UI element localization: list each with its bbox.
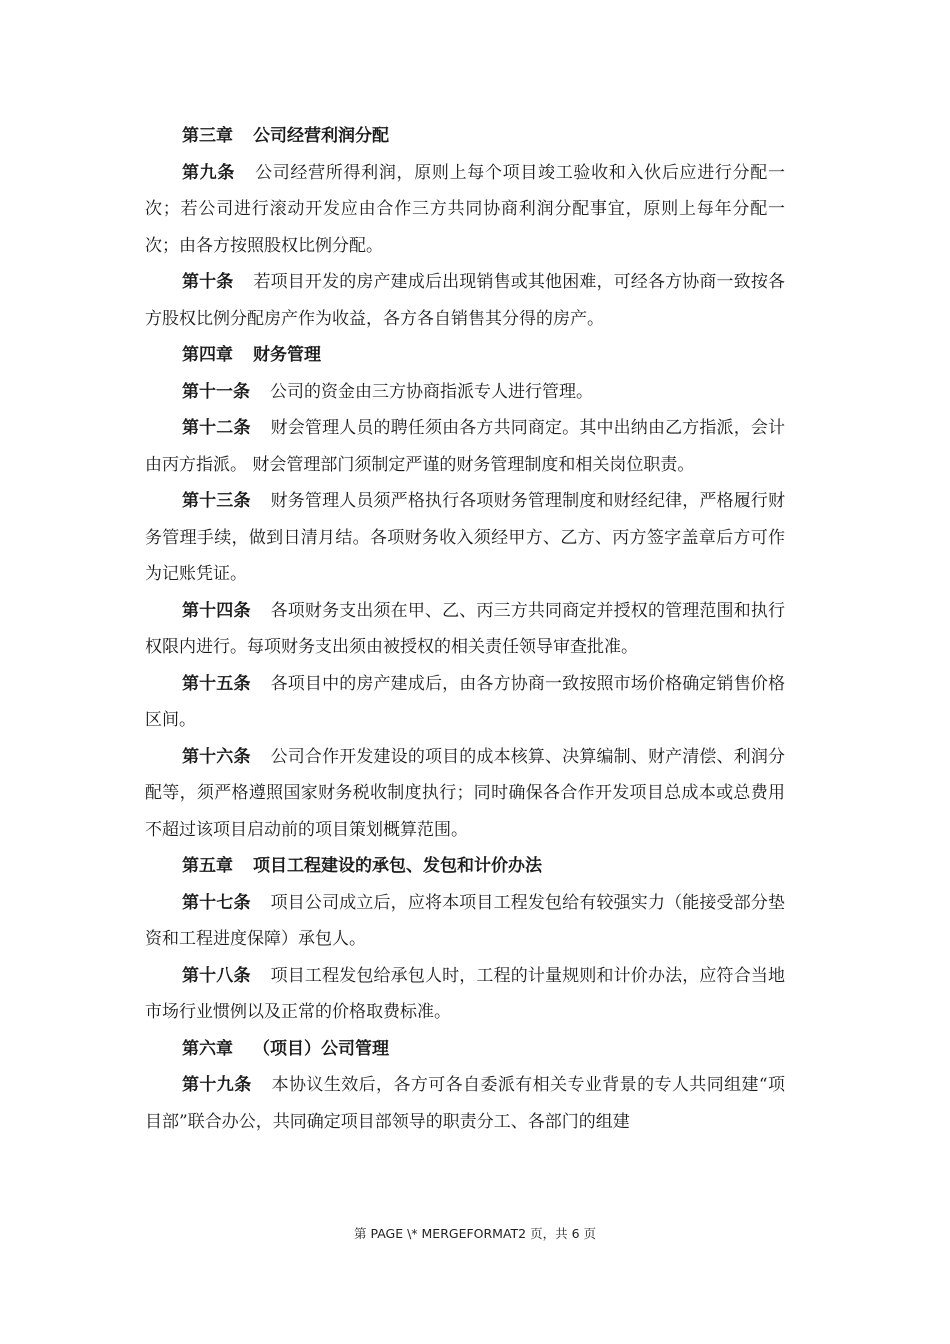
article-text: 各项财务支出须在甲、乙、丙三方共同商定并授权的管理范围和执行权限内进行。每项财务支出须由被授权的相关责任领导审查批准。 [145, 600, 786, 657]
chapter-5-heading [145, 848, 785, 885]
article-number: 第十条 [182, 272, 234, 292]
chapter-title: 公司经营利润分配 [253, 126, 389, 146]
chapter-6-heading [145, 1031, 785, 1068]
chapter-title: 项目工程建设的承包、发包和计价办法 [253, 856, 542, 876]
article-number: 第十九条 [182, 1075, 252, 1095]
article-19 [145, 1067, 785, 1140]
chapter-3-heading [145, 118, 785, 155]
article-number: 第十二条 [182, 418, 251, 438]
article-text: 公司经营所得利润，原则上每个项目竣工验收和入伙后应进行分配一次；若公司进行滚动开发应由合作三方共同协商利润分配事宜，原则上每年分配一次；由各方按照股权比例分配。 [145, 162, 785, 256]
article-14 [145, 593, 785, 666]
article-9 [145, 155, 785, 265]
chapter-4-heading [145, 337, 785, 374]
article-number: 第十七条 [182, 892, 251, 913]
article-number: 第九条 [182, 162, 236, 183]
article-text: 项目公司成立后，应将本项目工程发包给有较强实力（能接受部分垫资和工程进度保障）承包人。 [145, 892, 786, 949]
chapter-number: 第六章 [182, 1038, 233, 1059]
article-number: 第十八条 [182, 965, 251, 986]
document-body [145, 118, 785, 1140]
article-text: 本协议生效后，各方可各自委派有相关专业背景的专人共同组建“项目部”联合办公，共同确定项目部领导的职责分工、各部门的组建 [145, 1075, 785, 1132]
article-text: 各项目中的房产建成后，由各方协商一致按照市场价格确定销售价格区间。 [145, 673, 786, 730]
article-text: 公司的资金由三方协商指派专人进行管理。 [270, 381, 593, 402]
article-13 [145, 483, 785, 593]
article-16 [145, 739, 785, 849]
chapter-title: （项目）公司管理 [253, 1038, 389, 1059]
article-text: 财务管理人员须严格执行各项财务管理制度和财经纪律，严格履行财务管理手续，做到日清月结。各项财务收入须经甲方、乙方、丙方签字盖章后方可作为记账凭证。 [145, 491, 786, 584]
chapter-title: 财务管理 [253, 345, 321, 365]
article-text: 项目工程发包给承包人时，工程的计量规则和计价办法，应符合当地市场行业惯例以及正常的价格取费标准。 [145, 965, 786, 1022]
chapter-number: 第四章 [182, 345, 233, 365]
article-17 [145, 885, 785, 958]
article-12 [145, 410, 785, 483]
article-text: 公司合作开发建设的项目的成本核算、决算编制、财产清偿、利润分配等，须严格遵照国家财务税收制度执行；同时确保各合作开发项目总成本或总费用不超过该项目启动前的项目策划概算范围。 [145, 746, 786, 840]
chapter-number: 第三章 [182, 126, 233, 146]
article-text: 若项目开发的房产建成后出现销售或其他困难，可经各方协商一致按各方股权比例分配房产作为收益，各方各自销售其分得的房产。 [145, 272, 786, 329]
page-footer: 第 PAGE \* MERGEFORMAT2 页，共 6 页 [353, 1226, 597, 1241]
article-number: 第十四条 [182, 600, 251, 621]
article-15 [145, 666, 785, 739]
chapter-number: 第五章 [182, 856, 233, 876]
article-10 [145, 264, 785, 337]
article-number: 第十三条 [182, 491, 251, 511]
article-18 [145, 958, 785, 1031]
article-number: 第十六条 [182, 746, 251, 767]
article-text: 财会管理人员的聘任须由各方共同商定。其中出纳由乙方指派，会计由丙方指派。 财会管理部门须制定严谨的财务管理制度和相关岗位职责。 [145, 418, 786, 475]
article-number: 第十一条 [182, 381, 250, 402]
article-11 [145, 374, 785, 411]
article-number: 第十五条 [182, 673, 251, 694]
